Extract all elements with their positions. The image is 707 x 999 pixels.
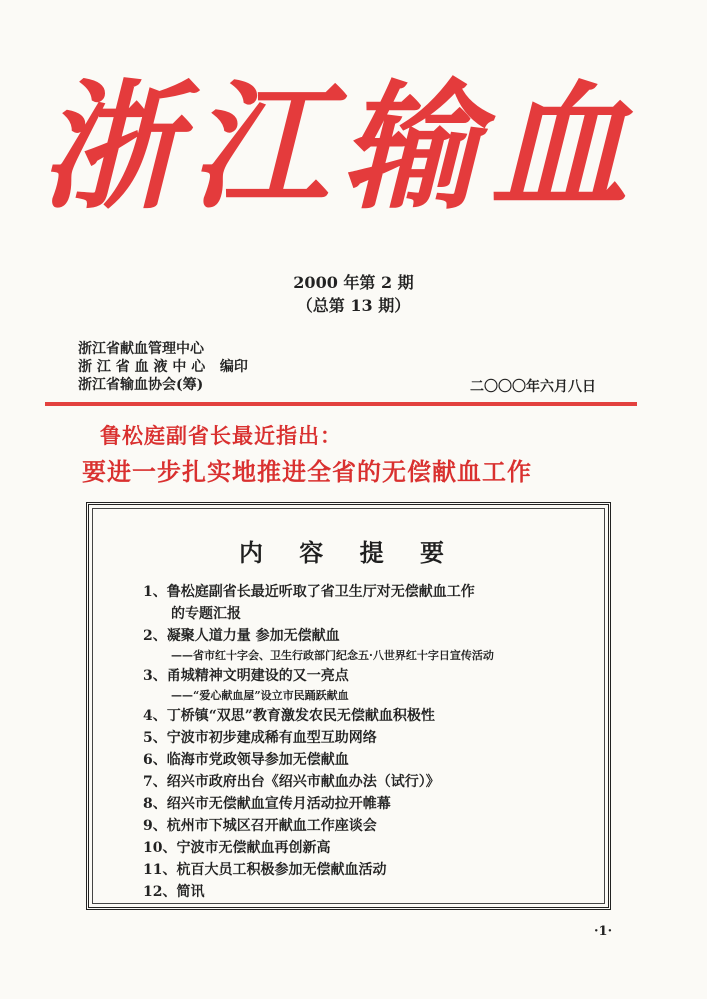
contents-item: 11、杭百大员工积极参加无偿献血活动: [143, 862, 387, 878]
publisher-line-2: 浙 江 省 血 液 中 心 编印: [78, 359, 248, 375]
page-number: ·1·: [594, 924, 613, 939]
contents-item: 8、绍兴市无偿献血宣传月活动拉开帷幕: [143, 796, 391, 812]
headline-line-1: 鲁松庭副省长最近指出：: [100, 423, 342, 448]
contents-item-continuation: 的专题汇报: [171, 606, 241, 622]
red-divider: [45, 402, 637, 406]
contents-item: 1、鲁松庭副省长最近听取了省卫生厅对无偿献血工作: [143, 584, 475, 600]
publisher-line-1: 浙江省献血管理中心: [78, 341, 204, 357]
contents-item: 10、宁波市无偿献血再创新高: [143, 840, 331, 856]
issue-number: 2000 年第 2 期: [293, 273, 414, 292]
contents-title: 内 容 提 要: [238, 538, 459, 567]
issue-total: （总第 13 期）: [296, 296, 411, 315]
publishers-block: [78, 340, 248, 394]
contents-item: 3、甬城精神文明建设的又一亮点: [143, 668, 349, 684]
contents-item: 6、临海市党政领导参加无偿献血: [143, 752, 349, 768]
headline-line-2: 要进一步扎实地推进全省的无偿献血工作: [82, 457, 532, 486]
contents-item: 9、杭州市下城区召开献血工作座谈会: [143, 818, 377, 834]
contents-item-subtitle: ——省市红十字会、卫生行政部门纪念五·八世界红十字日宣传活动: [171, 649, 494, 662]
contents-item: 12、简讯: [143, 884, 205, 900]
contents-item: 4、丁桥镇“双思”教育激发农民无偿献血积极性: [143, 708, 435, 724]
contents-item-subtitle: ——“爱心献血屋”设立市民踊跃献血: [171, 689, 349, 702]
contents-list: [143, 581, 563, 903]
contents-box: [86, 502, 611, 910]
masthead-title: 浙江输血: [40, 65, 641, 228]
publisher-line-3: 浙江省输血协会(筹): [78, 377, 204, 393]
contents-item: 2、凝聚人道力量 参加无偿献血: [143, 628, 340, 644]
publish-date: 二〇〇〇年六月八日: [470, 379, 596, 395]
contents-item: 5、宁波市初步建成稀有血型互助网络: [143, 730, 377, 746]
contents-item: 7、绍兴市政府出台《绍兴市献血办法（试行）》: [143, 774, 440, 790]
